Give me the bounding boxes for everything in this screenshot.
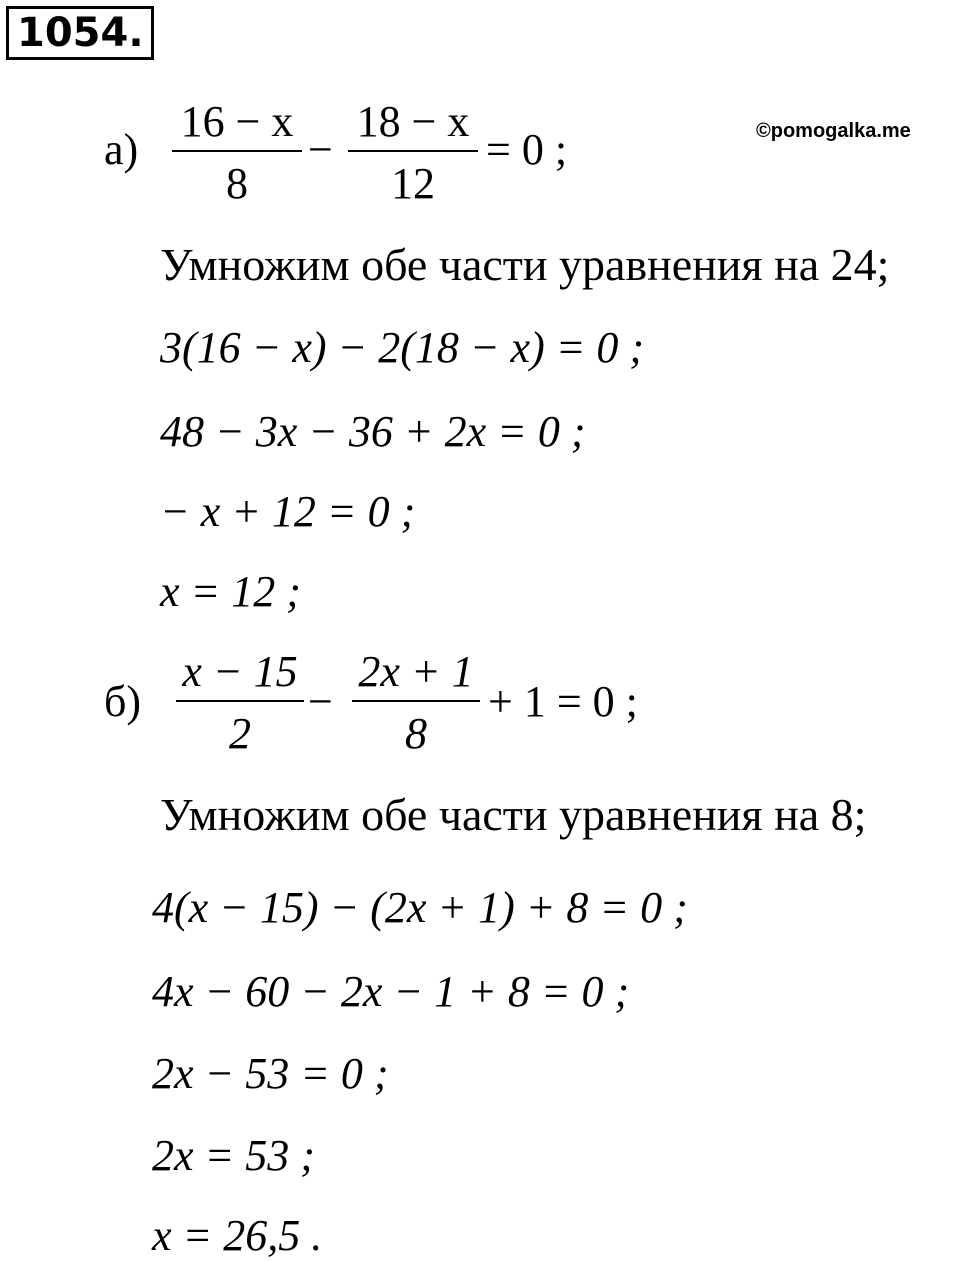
part-a-step-4: x = 12 ; bbox=[160, 567, 301, 616]
part-a-fraction-2-denominator: 12 bbox=[391, 159, 435, 208]
part-a-fraction-1-numerator: 16 − x bbox=[180, 97, 294, 146]
part-a-step-3: − x + 12 = 0 ; bbox=[160, 487, 416, 536]
part-a-equation-tail: = 0 ; bbox=[486, 125, 568, 174]
problem-number: 1054. bbox=[6, 6, 154, 60]
part-b-minus: − bbox=[308, 677, 333, 726]
part-b-step-5: x = 26,5 . bbox=[152, 1211, 323, 1260]
part-b-step-2: 4x − 60 − 2x − 1 + 8 = 0 ; bbox=[152, 967, 630, 1016]
part-a-instruction: Умножим обе части уравнения на 24; bbox=[160, 239, 890, 290]
part-b-fraction-2 bbox=[352, 647, 480, 758]
part-a-fraction-2-numerator: 18 − x bbox=[356, 97, 470, 146]
part-a-step-2: 48 − 3x − 36 + 2x = 0 ; bbox=[160, 407, 586, 456]
part-a-label: а) bbox=[104, 125, 139, 174]
part-b-fraction-1-numerator: x − 15 bbox=[182, 647, 298, 696]
part-a-minus: − bbox=[308, 125, 333, 174]
part-b-step-4: 2x = 53 ; bbox=[152, 1131, 315, 1180]
watermark: ©pomogalka.me bbox=[756, 120, 911, 142]
part-a-fraction-1 bbox=[172, 97, 302, 208]
part-b-fraction-2-denominator: 8 bbox=[405, 709, 427, 758]
part-b-step-3: 2x − 53 = 0 ; bbox=[152, 1049, 389, 1098]
part-b-step-1: 4(x − 15) − (2x + 1) + 8 = 0 ; bbox=[152, 883, 688, 932]
part-b-fraction-1-denominator: 2 bbox=[229, 709, 251, 758]
part-b-equation-tail: + 1 = 0 ; bbox=[488, 677, 638, 726]
part-b-instruction: Умножим обе части уравнения на 8; bbox=[160, 789, 867, 840]
part-b-label: б) bbox=[104, 677, 142, 726]
part-a-fraction-2 bbox=[348, 97, 478, 208]
part-a-fraction-1-denominator: 8 bbox=[226, 159, 248, 208]
part-b-fraction-2-numerator: 2x + 1 bbox=[358, 647, 474, 696]
part-b-fraction-1 bbox=[176, 647, 304, 758]
part-a-step-1: 3(16 − x) − 2(18 − x) = 0 ; bbox=[160, 323, 645, 372]
